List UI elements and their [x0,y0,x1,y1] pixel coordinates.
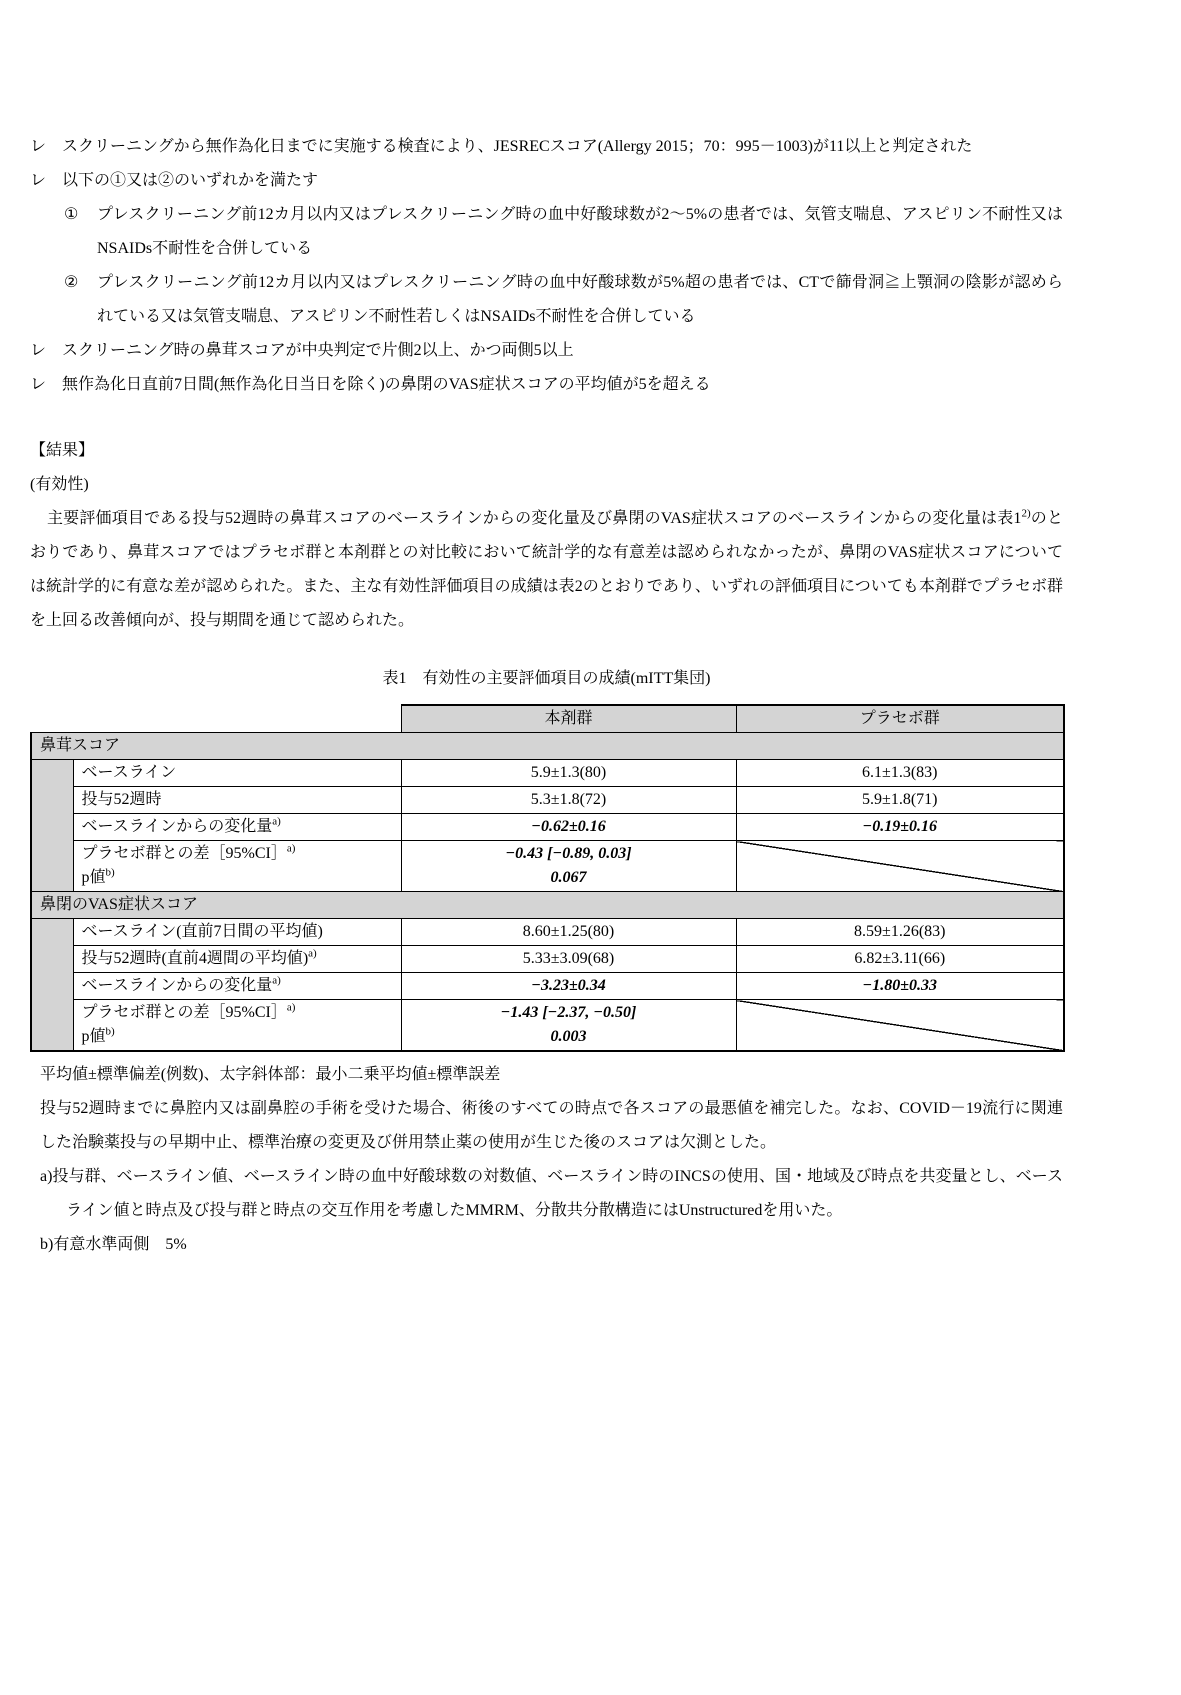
footnote-superscript: b) [105,1025,115,1038]
table-footnotes [30,1058,1063,1262]
footnote-superscript: a) [272,974,281,987]
table-row [31,919,1064,946]
table-row [31,946,1064,973]
check-bullet: レ [30,376,47,393]
row-label [73,814,401,841]
section-header-polyp-score [31,733,1064,760]
paragraph-text-2: のとおりであり、鼻茸スコアではプラセボ群と本剤群との対比較において統計学的な有意差は認められなかったが、鼻閉のVAS症状スコアについては統計学的に有意な差が認められた。また、主な有効性評価項目の成績は表2のとおりであり、いずれの評価項目についても本剤群でプラセボ群を上回る改善傾向が、投与期間を通じて認められた。 [30,510,1063,629]
value-cell-drug: 8.60±1.25(80) [401,919,736,946]
table-header-row [31,705,1064,733]
criteria-text: プレスクリーニング前12カ月以内又はプレスクリーニング時の血中好酸球数が2〜5%の患者では、気管支喘息、アスピリン不耐性又はNSAIDs不耐性を合併している [97,206,1063,257]
table-row [31,760,1064,787]
circled-number-1: ① [64,206,79,223]
table-footnote-b: b)有意水準両側 5% [40,1236,187,1253]
section-indent-strip [31,919,73,1052]
footnote-superscript: a) [286,1001,296,1014]
diagonal-empty-cell [736,1000,1064,1052]
table-row [31,973,1064,1000]
row-label-text: 投与52週時(直前4週間の平均値) [81,950,309,967]
value-cell-drug: −3.23±0.34 [401,973,736,1000]
criteria-text: プレスクリーニング前12カ月以内又はプレスクリーニング時の血中好酸球数が5%超の患者では、CTで篩骨洞≧上顎洞の陰影が認められている又は気管支喘息、アスピリン不耐性若しくはNSAIDs不耐性を合併している [97,274,1063,325]
inclusion-criteria-list [30,130,1063,402]
p-value: 0.067 [550,869,587,886]
table1-caption: 表1 有効性の主要評価項目の成績(mITT集団) [382,670,711,687]
row-label-text: ベースライン [81,764,177,781]
paragraph-text-1: 主要評価項目である投与52週時の鼻茸スコアのベースラインからの変化量及び鼻閉のVAS症状スコアのベースラインからの変化量は表1 [47,510,1022,527]
value-cell-placebo: −0.19±0.16 [736,814,1064,841]
footnote-superscript: b) [105,866,115,879]
reference-superscript: 2) [1021,507,1031,520]
value-cell-placebo: −1.80±0.33 [736,973,1064,1000]
row-label [73,1000,401,1052]
table-row-difference [31,1000,1064,1052]
row-label [73,919,401,946]
table-row [31,787,1064,814]
criteria-text: 無作為化日直前7日間(無作為化日当日を除く)の鼻閉のVAS症状スコアの平均値が5を超える [62,376,711,393]
value-cell-drug: 5.33±3.09(68) [401,946,736,973]
table1-efficacy-results [30,704,1065,1052]
column-header-placebo: プラセボ群 [736,705,1064,733]
row-label-text: p値 [81,869,106,886]
table-row [31,814,1064,841]
footnote-superscript: a) [272,815,281,828]
criteria-text: スクリーニングから無作為化日までに実施する検査により、JESRECスコア(Allergy 2015；70：995－1003)が11以上と判定された [62,138,973,155]
row-label [73,946,401,973]
efficacy-subheading: (有効性) [30,476,89,493]
circled-number-2: ② [64,274,79,291]
section-title: 鼻閉のVAS症状スコア [31,892,1064,919]
row-label [73,760,401,787]
diagonal-empty-cell [736,841,1064,892]
table-row-difference [31,841,1064,892]
results-heading: 【結果】 [30,442,95,459]
empty-header-cell [31,705,401,733]
criteria-item [30,334,1063,368]
section-title: 鼻茸スコア [31,733,1064,760]
criteria-text: スクリーニング時の鼻茸スコアが中央判定で片側2以上、かつ両側5以上 [62,342,574,359]
value-cell-placebo: 6.1±1.3(83) [736,760,1064,787]
row-label-text: ベースラインからの変化量 [81,818,273,835]
difference-value: −0.43 [−0.89, 0.03] [505,845,632,862]
value-cell-drug: −0.62±0.16 [401,814,736,841]
row-label [73,841,401,892]
value-cell-drug: 5.3±1.8(72) [401,787,736,814]
row-label-text: プラセボ群との差［95%CI］ [81,1004,287,1021]
criteria-item [30,368,1063,402]
table-footnote: 平均値±標準偏差(例数)、太字斜体部：最小二乗平均値±標準誤差 [40,1066,501,1083]
footnote-superscript: a) [308,947,317,960]
criteria-item [30,130,1063,164]
value-cell-drug [401,1000,736,1052]
value-cell-placebo: 6.82±3.11(66) [736,946,1064,973]
footnote-superscript: a) [286,842,296,855]
criteria-item [30,164,1063,198]
row-label-text: プラセボ群との差［95%CI］ [81,845,287,862]
criteria-text: 以下の①又は②のいずれかを満たす [62,172,319,189]
criteria-subitem [64,198,1063,266]
check-bullet: レ [30,172,47,189]
section-header-vas-score [31,892,1064,919]
value-cell-placebo: 8.59±1.26(83) [736,919,1064,946]
difference-value: −1.43 [−2.37, −0.50] [500,1004,637,1021]
row-label-text: 投与52週時 [81,791,162,808]
efficacy-paragraph [30,502,1063,638]
value-cell-placebo: 5.9±1.8(71) [736,787,1064,814]
row-label-text: p値 [81,1028,106,1045]
section-indent-strip [31,760,73,892]
check-bullet: レ [30,138,47,155]
table-footnote-a: a)投与群、ベースライン値、ベースライン時の血中好酸球数の対数値、ベースライン時のINCSの使用、国・地域及び時点を共変量とし、ベースライン値と時点及び投与群と時点の交互作用を考慮したMMRM、分散共分散構造にはUnstructuredを用いた。 [40,1168,1063,1219]
check-bullet: レ [30,342,47,359]
table-footnote: 投与52週時までに鼻腔内又は副鼻腔の手術を受けた場合、術後のすべての時点で各スコアの最悪値を補完した。なお、COVID－19流行に関連した治験薬投与の早期中止、標準治療の変更及び併用禁止薬の使用が生じた後のスコアは欠測とした。 [40,1100,1063,1151]
row-label-text: ベースライン(直前7日間の平均値) [81,923,323,940]
row-label [73,787,401,814]
row-label-text: ベースラインからの変化量 [81,977,273,994]
column-header-drug: 本剤群 [401,705,736,733]
criteria-subitem [64,266,1063,334]
value-cell-drug: 5.9±1.3(80) [401,760,736,787]
value-cell-drug [401,841,736,892]
row-label [73,973,401,1000]
p-value: 0.003 [550,1028,587,1045]
